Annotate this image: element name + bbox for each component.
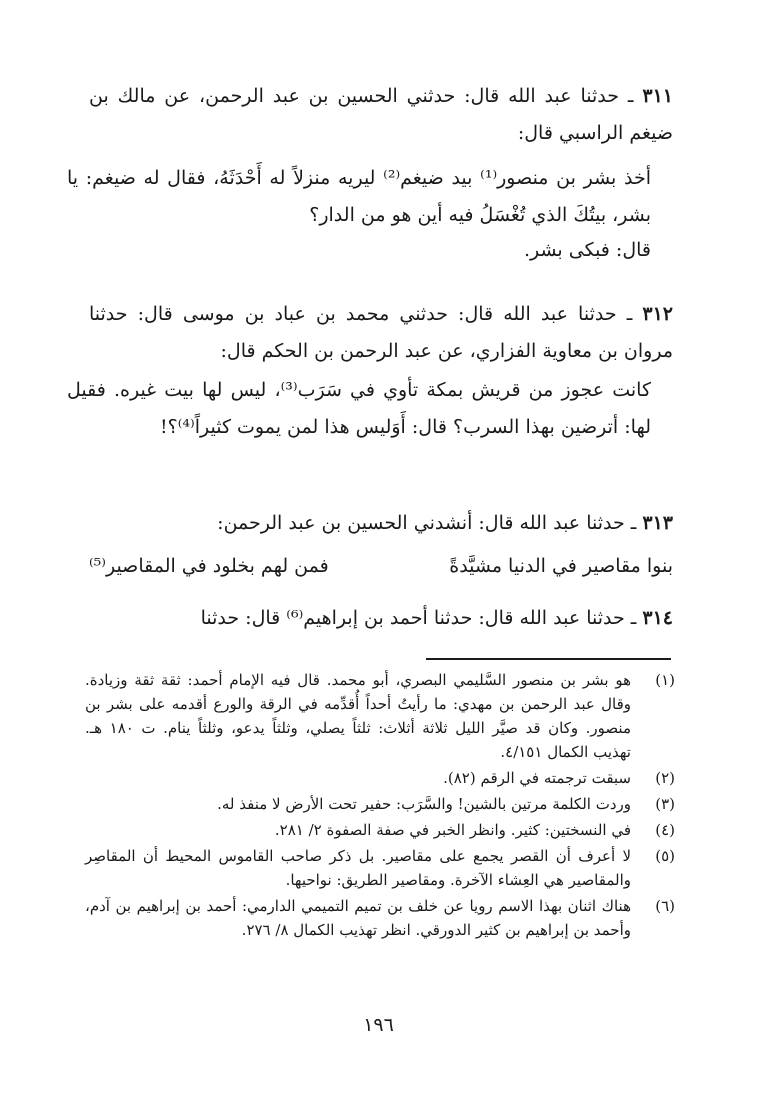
verse-second-hemistich: فمن لهم بخلود في المقاصير⁽⁵⁾ bbox=[89, 555, 329, 577]
entry-312 bbox=[89, 296, 673, 370]
entry-isnad: ـ حدثنا عبد الله قال: أنشدني الحسين بن عبد الرحمن: bbox=[217, 512, 637, 534]
footnote bbox=[85, 668, 675, 764]
footnote bbox=[85, 818, 675, 842]
footnote-text: هو بشر بن منصور السَّليمي البصري، أبو محمد. قال فيه الإمام أحمد: ثقة ثقة وزيادة. وقال عبد الرحمن بن مهدي: ما رأيتُ أحداً أُقدِّمه في الرقة والورع أقدمه على بشر بن منصور. وكان قد صيَّر الليل ثلاثة أثلاث: ثلثاً يصلي، وثلثاً يدعو، وثلثاً ينام. ت ١٨٠ هـ. تهذيب الكمال ٤/١٥١. bbox=[85, 671, 631, 761]
entry-311-body bbox=[67, 160, 673, 234]
footnote-marker: (٦) bbox=[655, 897, 675, 915]
footnote-text: سبقت ترجمته في الرقم (٨٢). bbox=[443, 769, 631, 787]
entry-311 bbox=[89, 78, 673, 152]
footnote bbox=[85, 894, 675, 942]
entry-314 bbox=[89, 600, 673, 637]
footnote-text: وردت الكلمة مرتين بالشين! والسَّرَب: حفير تحت الأرض لا منفذ له. bbox=[217, 795, 631, 813]
entry-313 bbox=[89, 505, 673, 542]
page-number: ١٩٦ bbox=[363, 1014, 394, 1036]
footnote bbox=[85, 844, 675, 892]
entry-paragraph: أخذ بشر بن منصور⁽¹⁾ بيد ضيغم⁽²⁾ ليريه منزلاً له أَحْدَثَهُ، فقال له ضيغم: يا بشر، بيتُكَ الذي تُغْسَلُ فيه أين هو من الدار؟ bbox=[67, 167, 651, 226]
footnote bbox=[85, 792, 675, 816]
entry-311-closing bbox=[67, 232, 673, 269]
footnote bbox=[85, 766, 675, 790]
footnote-separator bbox=[426, 658, 671, 660]
entry-number: ٣١١ bbox=[642, 85, 673, 107]
footnote-marker: (٤) bbox=[655, 821, 675, 839]
entry-number: ٣١٤ bbox=[642, 607, 673, 629]
footnote-marker: (٢) bbox=[655, 769, 675, 787]
entry-311-isnad-paragraph bbox=[89, 78, 673, 152]
entry-number: ٣١٢ bbox=[642, 303, 674, 325]
poem-verse bbox=[89, 548, 673, 585]
entry-314-isnad-paragraph bbox=[89, 600, 673, 637]
entry-paragraph: قال: فبكى بشر. bbox=[523, 239, 651, 261]
footnote-marker: (١) bbox=[655, 671, 675, 689]
verse-first-hemistich: بنوا مقاصير في الدنيا مشيَّدةً bbox=[449, 555, 673, 577]
entry-isnad: ـ حدثنا عبد الله قال: حدثني محمد بن عباد بن موسى قال: حدثنا مروان بن معاوية الفزاري، عن عبد الرحمن بن الحكم قال: bbox=[89, 303, 673, 362]
footnote-text: لا أعرف أن القصر يجمع على مقاصير. بل ذكر صاحب القاموس المحيط أن المقاصِر والمقاصير هي العِشاء الآخرة. ومقاصير الطريق: نواحيها. bbox=[85, 847, 631, 889]
footnote-marker: (٣) bbox=[655, 795, 675, 813]
footnote-text: في النسختين: كثير. وانظر الخبر في صفة الصفوة ٢/ ٢٨١. bbox=[274, 821, 631, 839]
entry-313-isnad-paragraph bbox=[89, 505, 673, 542]
entry-isnad: ـ حدثنا عبد الله قال: حدثنا أحمد بن إبراهيم⁽⁶⁾ قال: حدثنا bbox=[200, 607, 637, 629]
footnote-text: هناك اثنان بهذا الاسم رويا عن خلف بن تميم التميمي الدارمي: أحمد بن إبراهيم بن آدم، وأحمد بن إبراهيم بن كثير الدورقي. انظر تهذيب الكمال ٨/ ٢٧٦. bbox=[85, 897, 631, 939]
entry-number: ٣١٣ bbox=[642, 512, 673, 534]
footnote-marker: (٥) bbox=[655, 847, 675, 865]
entry-312-body bbox=[67, 372, 673, 446]
footnotes-section bbox=[85, 668, 675, 944]
entry-paragraph: كانت عجوز من قريش بمكة تأوي في سَرَب⁽³⁾، ليس لها بيت غيره. فقيل لها: أترضين بهذا السرب؟ قال: أَوَليس هذا لمن يموت كثيراً⁽⁴⁾؟! bbox=[67, 379, 651, 438]
entry-312-isnad-paragraph bbox=[89, 296, 673, 370]
entry-isnad: ـ حدثنا عبد الله قال: حدثني الحسين بن عبد الرحمن، عن مالك بن ضيغم الراسبي قال: bbox=[89, 85, 673, 144]
